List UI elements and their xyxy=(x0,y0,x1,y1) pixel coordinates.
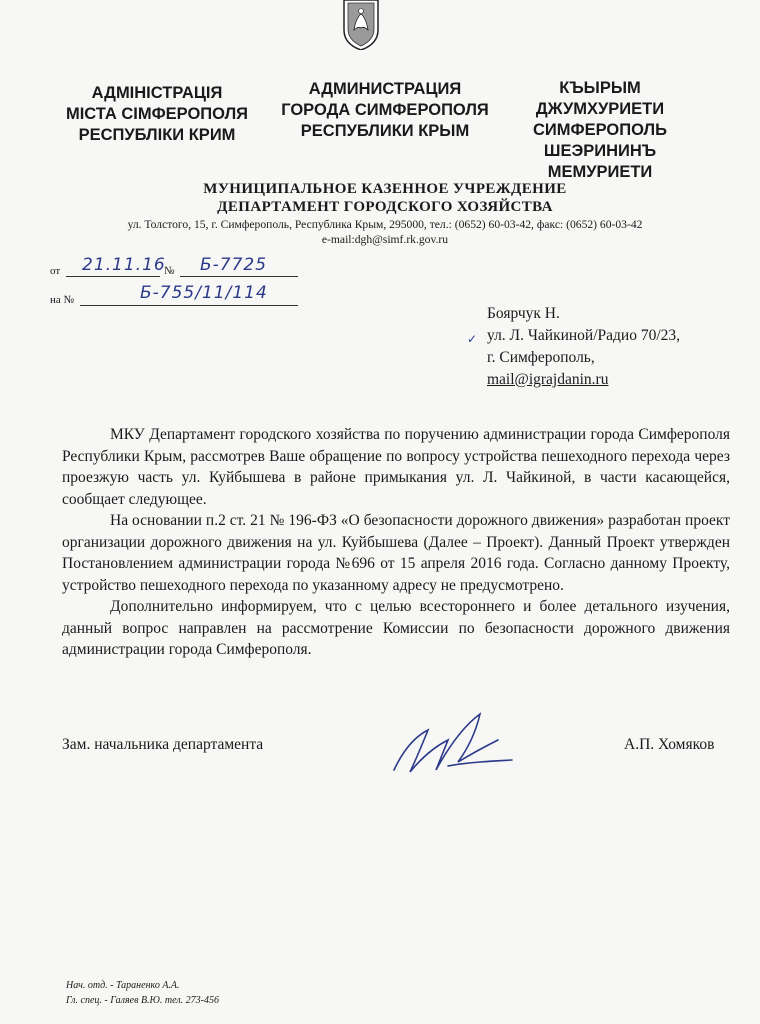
organization-address: ул. Толстого, 15, г. Симферополь, Республика Крым, 295000, тел.: (0652) 60-03-42, факс: (0652) 60-03-42 xyxy=(127,218,643,231)
paragraph-1: МКУ Департамент городского хозяйства по поручению администрации города Симферополя Республики Крым, рассмотрев Ваше обращение по вопросу устройства пешеходного перехода через проезжую часть ул. Куйбышева в районе примыкания ул. Л. Чайкиной, в части касающейся, сообщает следующее. xyxy=(62,426,730,508)
executor-line-2: Гл. спец. - Галяев В.Ю. тел. 273-456 xyxy=(66,995,219,1006)
executor-line-1: Нач. отд. - Тараненко А.А. xyxy=(66,980,180,991)
number-underline xyxy=(180,276,298,277)
handwritten-signature-icon xyxy=(388,700,518,780)
organization-title xyxy=(150,180,620,216)
signer-name: А.П. Хомяков xyxy=(624,736,715,753)
header-ukrainian: АДМІНІСТРАЦІЯ МІСТА СІМФЕРОПОЛЯ РЕСПУБЛІКИ КРИМ xyxy=(65,84,249,144)
recipient-name: Боярчук Н. xyxy=(487,305,560,322)
registration-number: Б-7725 xyxy=(200,255,268,275)
recipient-block xyxy=(487,303,680,391)
coat-of-arms-icon xyxy=(340,0,382,50)
header-crimean-tatar: КЪЫРЫМ ДЖУМХУРИЕТИ СИМФЕРОПОЛЬ ШЕЭРИНИНЪ МЕМУРИЕТИ xyxy=(533,79,667,181)
executor-footer xyxy=(66,978,219,1008)
reference-label: на № xyxy=(50,294,75,306)
recipient-street: ул. Л. Чайкиной/Радио 70/23, xyxy=(487,327,681,344)
paragraph-2: На основании п.2 ст. 21 № 196-ФЗ «О безопасности дорожного движения» разработан проект организации дорожного движения на ул. Куйбышева (Далее – Проект). Данный Проект утвержден Постановлением администрации города №696 от 15 апреля 2016 года. Согласно данному Проекту, устройство пешеходного перехода по указанному адресу не предусмотрено. xyxy=(62,512,730,594)
date-underline xyxy=(66,276,160,277)
check-mark-icon: ✓ xyxy=(467,332,478,346)
organization-contacts xyxy=(40,217,730,247)
signer-position: Зам. начальника департамента xyxy=(62,736,264,753)
reference-number: Б-755/11/114 xyxy=(140,283,268,303)
letter-body xyxy=(62,424,730,661)
organization-email: e-mail:dgh@simf.rk.gov.ru xyxy=(321,233,449,246)
reference-underline xyxy=(80,305,298,306)
registration-date: 21.11.16 xyxy=(82,255,166,275)
recipient-email-link[interactable]: mail@igrajdanin.ru xyxy=(487,371,609,388)
paragraph-3: Дополнительно информируем, что с целью всестороннего и более детального изучения, данный вопрос направлен на рассмотрение Комиссии по безопасности дорожного движения администрации города Симферополя. xyxy=(62,598,730,658)
organization-line-1: МУНИЦИПАЛЬНОЕ КАЗЕННОЕ УЧРЕЖДЕНИЕ xyxy=(203,181,567,197)
recipient-city: г. Симферополь, xyxy=(487,349,595,366)
organization-line-2: ДЕПАРТАМЕНТ ГОРОДСКОГО ХОЗЯЙСТВА xyxy=(217,199,553,215)
header-russian: АДМИНИСТРАЦИЯ ГОРОДА СИМФЕРОПОЛЯ РЕСПУБЛИКИ КРЫМ xyxy=(281,80,489,140)
number-label: № xyxy=(164,265,175,277)
from-label: от xyxy=(50,265,61,277)
